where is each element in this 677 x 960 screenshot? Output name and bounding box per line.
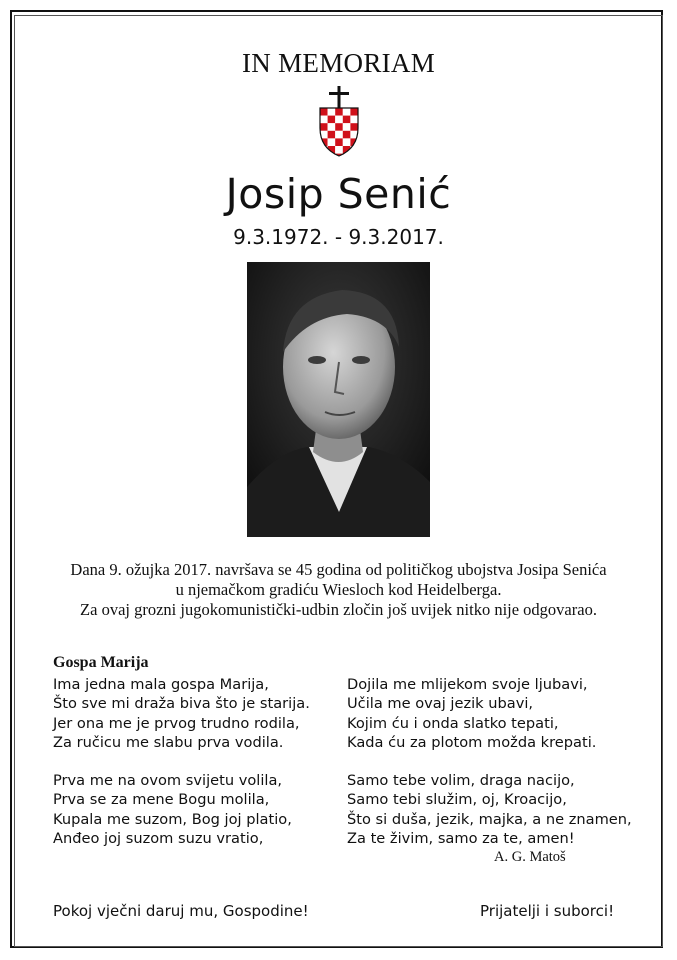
- life-dates: 9.3.1972. - 9.3.2017.: [233, 225, 444, 249]
- poem-line: Prva se za mene Bogu molila,: [53, 791, 270, 809]
- poem-stanza-right-1: [347, 675, 596, 753]
- poem-line: Kada ću za plotom možda krepati.: [347, 734, 597, 752]
- poem-stanza-left-1: [53, 675, 310, 753]
- intro-text: [0, 560, 677, 620]
- intro-line: Dana 9. ožujka 2017. navršava se 45 godina od političkog ubojstva Josipa Senića: [70, 560, 607, 579]
- poem-stanza-right-2: [347, 771, 632, 849]
- poem-line: Kupala me suzom, Bog joj platio,: [53, 810, 292, 828]
- poem-line: Za te živim, samo za te, amen!: [347, 830, 575, 848]
- intro-line: Za ovaj grozni jugokomunistički-udbin zločin još uvijek nitko nije odgovarao.: [80, 600, 597, 619]
- poem-line: Anđeo joj suzom suzu vratio,: [53, 830, 264, 848]
- poem-line: Prva me na ovom svijetu volila,: [53, 772, 283, 789]
- poem-stanza-left-2: [53, 771, 292, 849]
- intro-line: u njemačkom gradiću Wiesloch kod Heidelberga.: [175, 580, 502, 599]
- poem-line: Što si duša, jezik, majka, a ne znamen,: [347, 810, 632, 828]
- poem-line: Dojila me mlijekom svoje ljubavi,: [347, 676, 588, 693]
- poem-line: Ima jedna mala gospa Marija,: [53, 676, 269, 693]
- footer-prayer: Pokoj vječni daruj mu, Gospodine!: [53, 902, 309, 920]
- coat-of-arms-icon: [316, 86, 362, 158]
- poem-line: Kojim ću i onda slatko tepati,: [347, 714, 559, 732]
- poem-line: Što sve mi draža biva što je starija.: [53, 695, 310, 713]
- poem-title: Gospa Marija: [53, 654, 149, 671]
- portrait-photo: [247, 262, 430, 537]
- poem-line: Jer ona me je prvog trudno rodila,: [53, 714, 300, 732]
- poem-line: Samo tebe volim, draga nacijo,: [347, 772, 575, 789]
- poem-line: Samo tebi služim, oj, Kroacijo,: [347, 791, 567, 809]
- footer-signature: Prijatelji i suborci!: [480, 902, 615, 920]
- page-title: IN MEMORIAM: [241, 48, 436, 78]
- poem-line: Za ručicu me slabu prva vodila.: [53, 734, 284, 752]
- poem-line: Učila me ovaj jezik ubavi,: [347, 695, 534, 713]
- poem-author: A. G. Matoš: [494, 849, 566, 865]
- person-name: Josip Senić: [225, 170, 452, 218]
